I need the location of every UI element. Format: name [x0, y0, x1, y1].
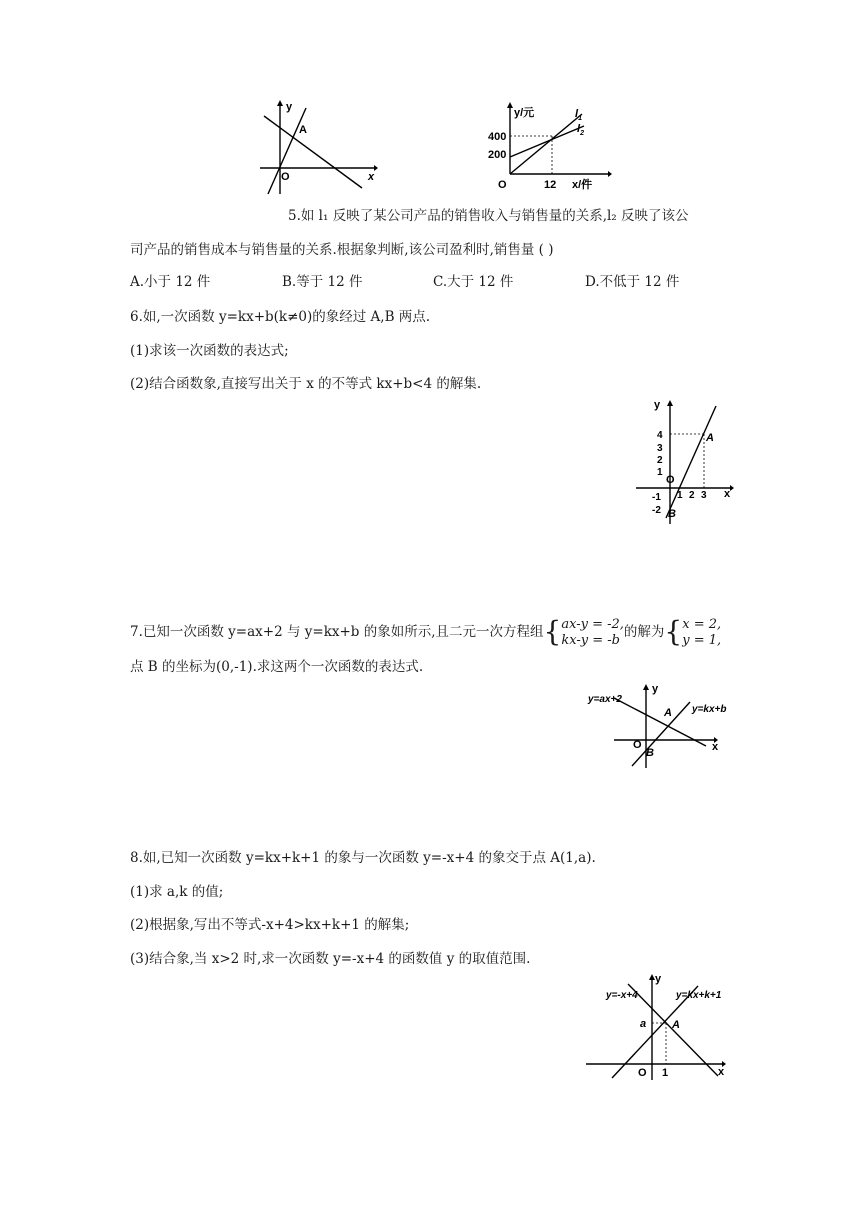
- fig-label-a: A: [706, 432, 714, 444]
- tick-x2: 2: [689, 490, 695, 501]
- tick-y2: 2: [657, 455, 663, 466]
- line-l1: [510, 114, 582, 174]
- fig-label-y: y: [655, 973, 662, 985]
- fig-label-x: x: [724, 488, 731, 500]
- label-l1: $l_1$: [575, 108, 582, 122]
- line-falling: [264, 116, 362, 188]
- q7-line2: 点 B 的坐标为(0,-1).求这两个一次函数的表达式.: [130, 659, 424, 675]
- fig-label-o: O: [666, 474, 675, 486]
- tick-x1: 1: [662, 1067, 669, 1079]
- label-l2: $l_2$: [577, 123, 584, 137]
- figure-q7: [586, 680, 746, 774]
- line-ab: [666, 406, 716, 518]
- q6-part2: (2)结合函数象,直接写出关于 x 的不等式 kx+b<4 的解集.: [130, 376, 482, 392]
- label-line1: y=-x+4: [606, 990, 638, 1001]
- q7-sol2: y = 1,: [682, 632, 722, 648]
- tick-ym1: -1: [652, 492, 661, 503]
- tick-y3: 3: [657, 443, 663, 454]
- fig-label-a: A: [664, 707, 672, 719]
- fig-label-x-unit: x/件: [572, 179, 593, 191]
- fig-label-x: x: [712, 741, 719, 753]
- q7-eq1: ax-y = -2,: [561, 616, 624, 632]
- fig-label-o: O: [638, 1067, 647, 1079]
- fig-label-y: y: [654, 399, 661, 411]
- line-l2: [510, 126, 584, 157]
- fig-label-b: B: [668, 508, 676, 520]
- q8-part1: (1)求 a,k 的值;: [130, 884, 224, 900]
- q8-part3: (3)结合象,当 x>2 时,求一次函数 y=-x+4 的函数值 y 的取值范围.: [130, 951, 531, 967]
- brace-left-icon: {: [664, 615, 683, 648]
- figure-q8: [584, 970, 744, 1086]
- q5-option-c[interactable]: C.大于 12 件: [433, 274, 514, 290]
- q8-stem: 8.如,已知一次函数 y=kx+k+1 的象与一次函数 y=-x+4 的象交于点 A(1,a).: [130, 850, 596, 866]
- q5-option-d[interactable]: D.不低于 12 件: [585, 274, 680, 290]
- q5-option-a[interactable]: A.小于 12 件: [130, 274, 211, 290]
- figure-top-right: [484, 100, 614, 199]
- q7-equation-system: [561, 617, 624, 649]
- q5-option-b[interactable]: B.等于 12 件: [282, 274, 363, 290]
- figure-q6: [630, 396, 740, 530]
- fig-label-a: A: [299, 124, 307, 136]
- q6-stem: 6.如,一次函数 y=kx+b(k≠0)的象经过 A,B 两点.: [130, 309, 431, 325]
- fig-label-y: y: [652, 683, 659, 695]
- fig-label-o: O: [633, 739, 642, 751]
- tick-200: 200: [488, 149, 507, 161]
- label-line1: y=ax+2: [588, 694, 622, 705]
- tick-ym2: -2: [652, 505, 661, 516]
- fig-label-y: y: [286, 101, 293, 113]
- brace-left-icon: {: [543, 615, 562, 648]
- q5-line1: 5.如 l₁ 反映了某公司产品的销售收入与销售量的关系,l₂ 反映了该公: [288, 208, 689, 224]
- q6-part1: (1)求该一次函数的表达式;: [130, 343, 289, 359]
- fig-label-o: O: [498, 179, 507, 191]
- tick-12: 12: [544, 179, 557, 191]
- q7-solution: [682, 617, 721, 649]
- q7-eq2: kx-y = -b: [561, 632, 620, 648]
- fig-label-y-unit: y/元: [514, 107, 535, 119]
- tick-y1: 1: [657, 467, 663, 478]
- q8-part2: (2)根据象,写出不等式-x+4>kx+k+1 的解集;: [130, 917, 410, 933]
- q7-stem: 7.已知一次函数 y=ax+2 与 y=kx+b 的象如所示,且二元一次方程组: [130, 624, 544, 640]
- label-line2: y=kx+b: [692, 704, 727, 715]
- tick-400: 400: [488, 131, 507, 143]
- fig-label-x: x: [368, 171, 375, 183]
- fig-label-o: O: [281, 171, 290, 183]
- figure-top-left: [258, 98, 378, 202]
- fig-label-a-value: a: [640, 1018, 647, 1030]
- q7-sol1: x = 2,: [682, 616, 722, 632]
- label-line2: y=kx+k+1: [676, 990, 722, 1001]
- q5-line2: 司产品的销售成本与销售量的关系.根据象判断,该公司盈利时,销售量 ( ): [130, 242, 554, 258]
- fig-label-b: B: [646, 747, 654, 759]
- tick-x3: 3: [701, 490, 707, 501]
- tick-y4: 4: [657, 430, 663, 441]
- q7-line1: [130, 610, 721, 649]
- fig-label-a: A: [672, 1019, 680, 1031]
- fig-label-x: x: [718, 1066, 725, 1078]
- q7-mid: 的解为: [623, 624, 665, 640]
- tick-x1: 1: [677, 490, 683, 501]
